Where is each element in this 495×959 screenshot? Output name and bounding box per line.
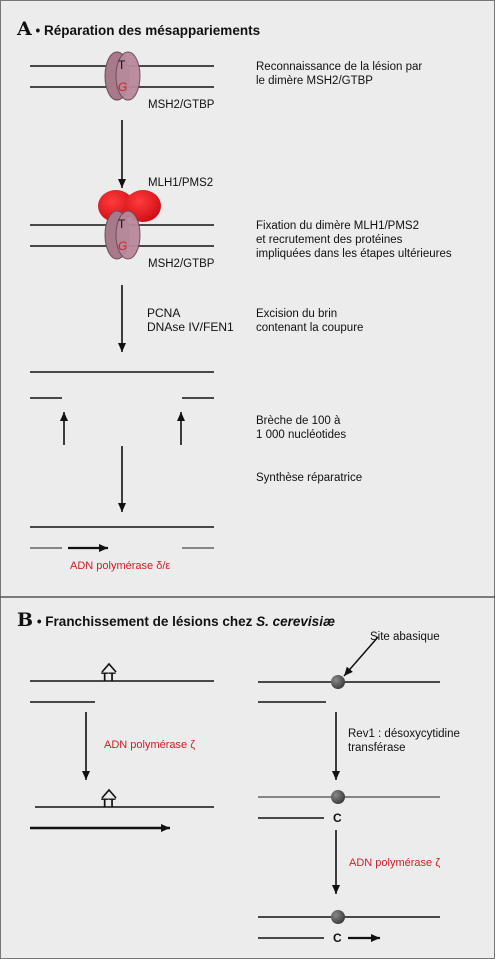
- base-c-1: C: [333, 811, 342, 825]
- step3-line-2: contenant la coupure: [256, 322, 364, 334]
- abasic-site-2: [331, 790, 345, 804]
- step3-line-1: Excision du brin: [256, 308, 338, 320]
- mismatch-base-t-1: T: [118, 58, 126, 72]
- gap-line-2: 1 000 nucléotides: [256, 429, 347, 441]
- thymine-dimer-1: TT: [101, 670, 116, 684]
- section-a-title: [17, 18, 260, 40]
- section-b-letter: B: [17, 609, 34, 631]
- polymerase-zeta-left-label: ADN polymérase ζ: [104, 739, 196, 751]
- mismatch-base-g-2: G: [118, 239, 128, 253]
- frame: [1, 1, 495, 959]
- section-a-letter: A: [17, 18, 32, 40]
- polymerase-zeta-right-label: ADN polymérase ζ: [349, 857, 441, 869]
- abasic-site-1: [331, 675, 345, 689]
- rev1-line-1: Rev1 : désoxycytidine: [348, 728, 460, 740]
- msh2-label-1: MSH2/GTBP: [148, 99, 215, 111]
- pcna-label: PCNA: [147, 306, 181, 320]
- synthesis-text: Synthèse réparatrice: [256, 472, 363, 484]
- rev1-line-2: transférase: [348, 742, 406, 754]
- section-b-species: S. cerevisiæ: [256, 614, 335, 629]
- polymerase-delta-epsilon-label: ADN polymérase δ/ε: [70, 560, 171, 572]
- abasic-site-3: [331, 910, 345, 924]
- site-abasique-label: Site abasique: [370, 631, 440, 643]
- base-c-2: C: [333, 931, 342, 945]
- mismatch-base-g-1: G: [118, 80, 128, 94]
- section-b-title-text: • Franchissement de lésions chez: [36, 614, 257, 629]
- mismatch-base-t-2: T: [118, 217, 126, 231]
- step1-line-1: Reconnaissance de la lésion par: [256, 61, 423, 73]
- step2-line-3: impliquées dans les étapes ultérieures: [256, 248, 452, 260]
- section-a-title-text: • Réparation des mésappariements: [35, 23, 261, 38]
- gap-line-1: Brèche de 100 à: [256, 415, 341, 427]
- step1-line-2: le dimère MSH2/GTBP: [256, 75, 373, 87]
- step2-line-1: Fixation du dimère MLH1/PMS2: [256, 220, 419, 232]
- section-b-title: [17, 609, 335, 631]
- thymine-dimer-2: TT: [101, 796, 116, 810]
- step2-line-2: et recrutement des protéines: [256, 234, 403, 246]
- dnase-label: DNAse IV/FEN1: [147, 320, 234, 334]
- mlh1-label: MLH1/PMS2: [148, 177, 214, 189]
- msh2-label-2: MSH2/GTBP: [148, 258, 215, 270]
